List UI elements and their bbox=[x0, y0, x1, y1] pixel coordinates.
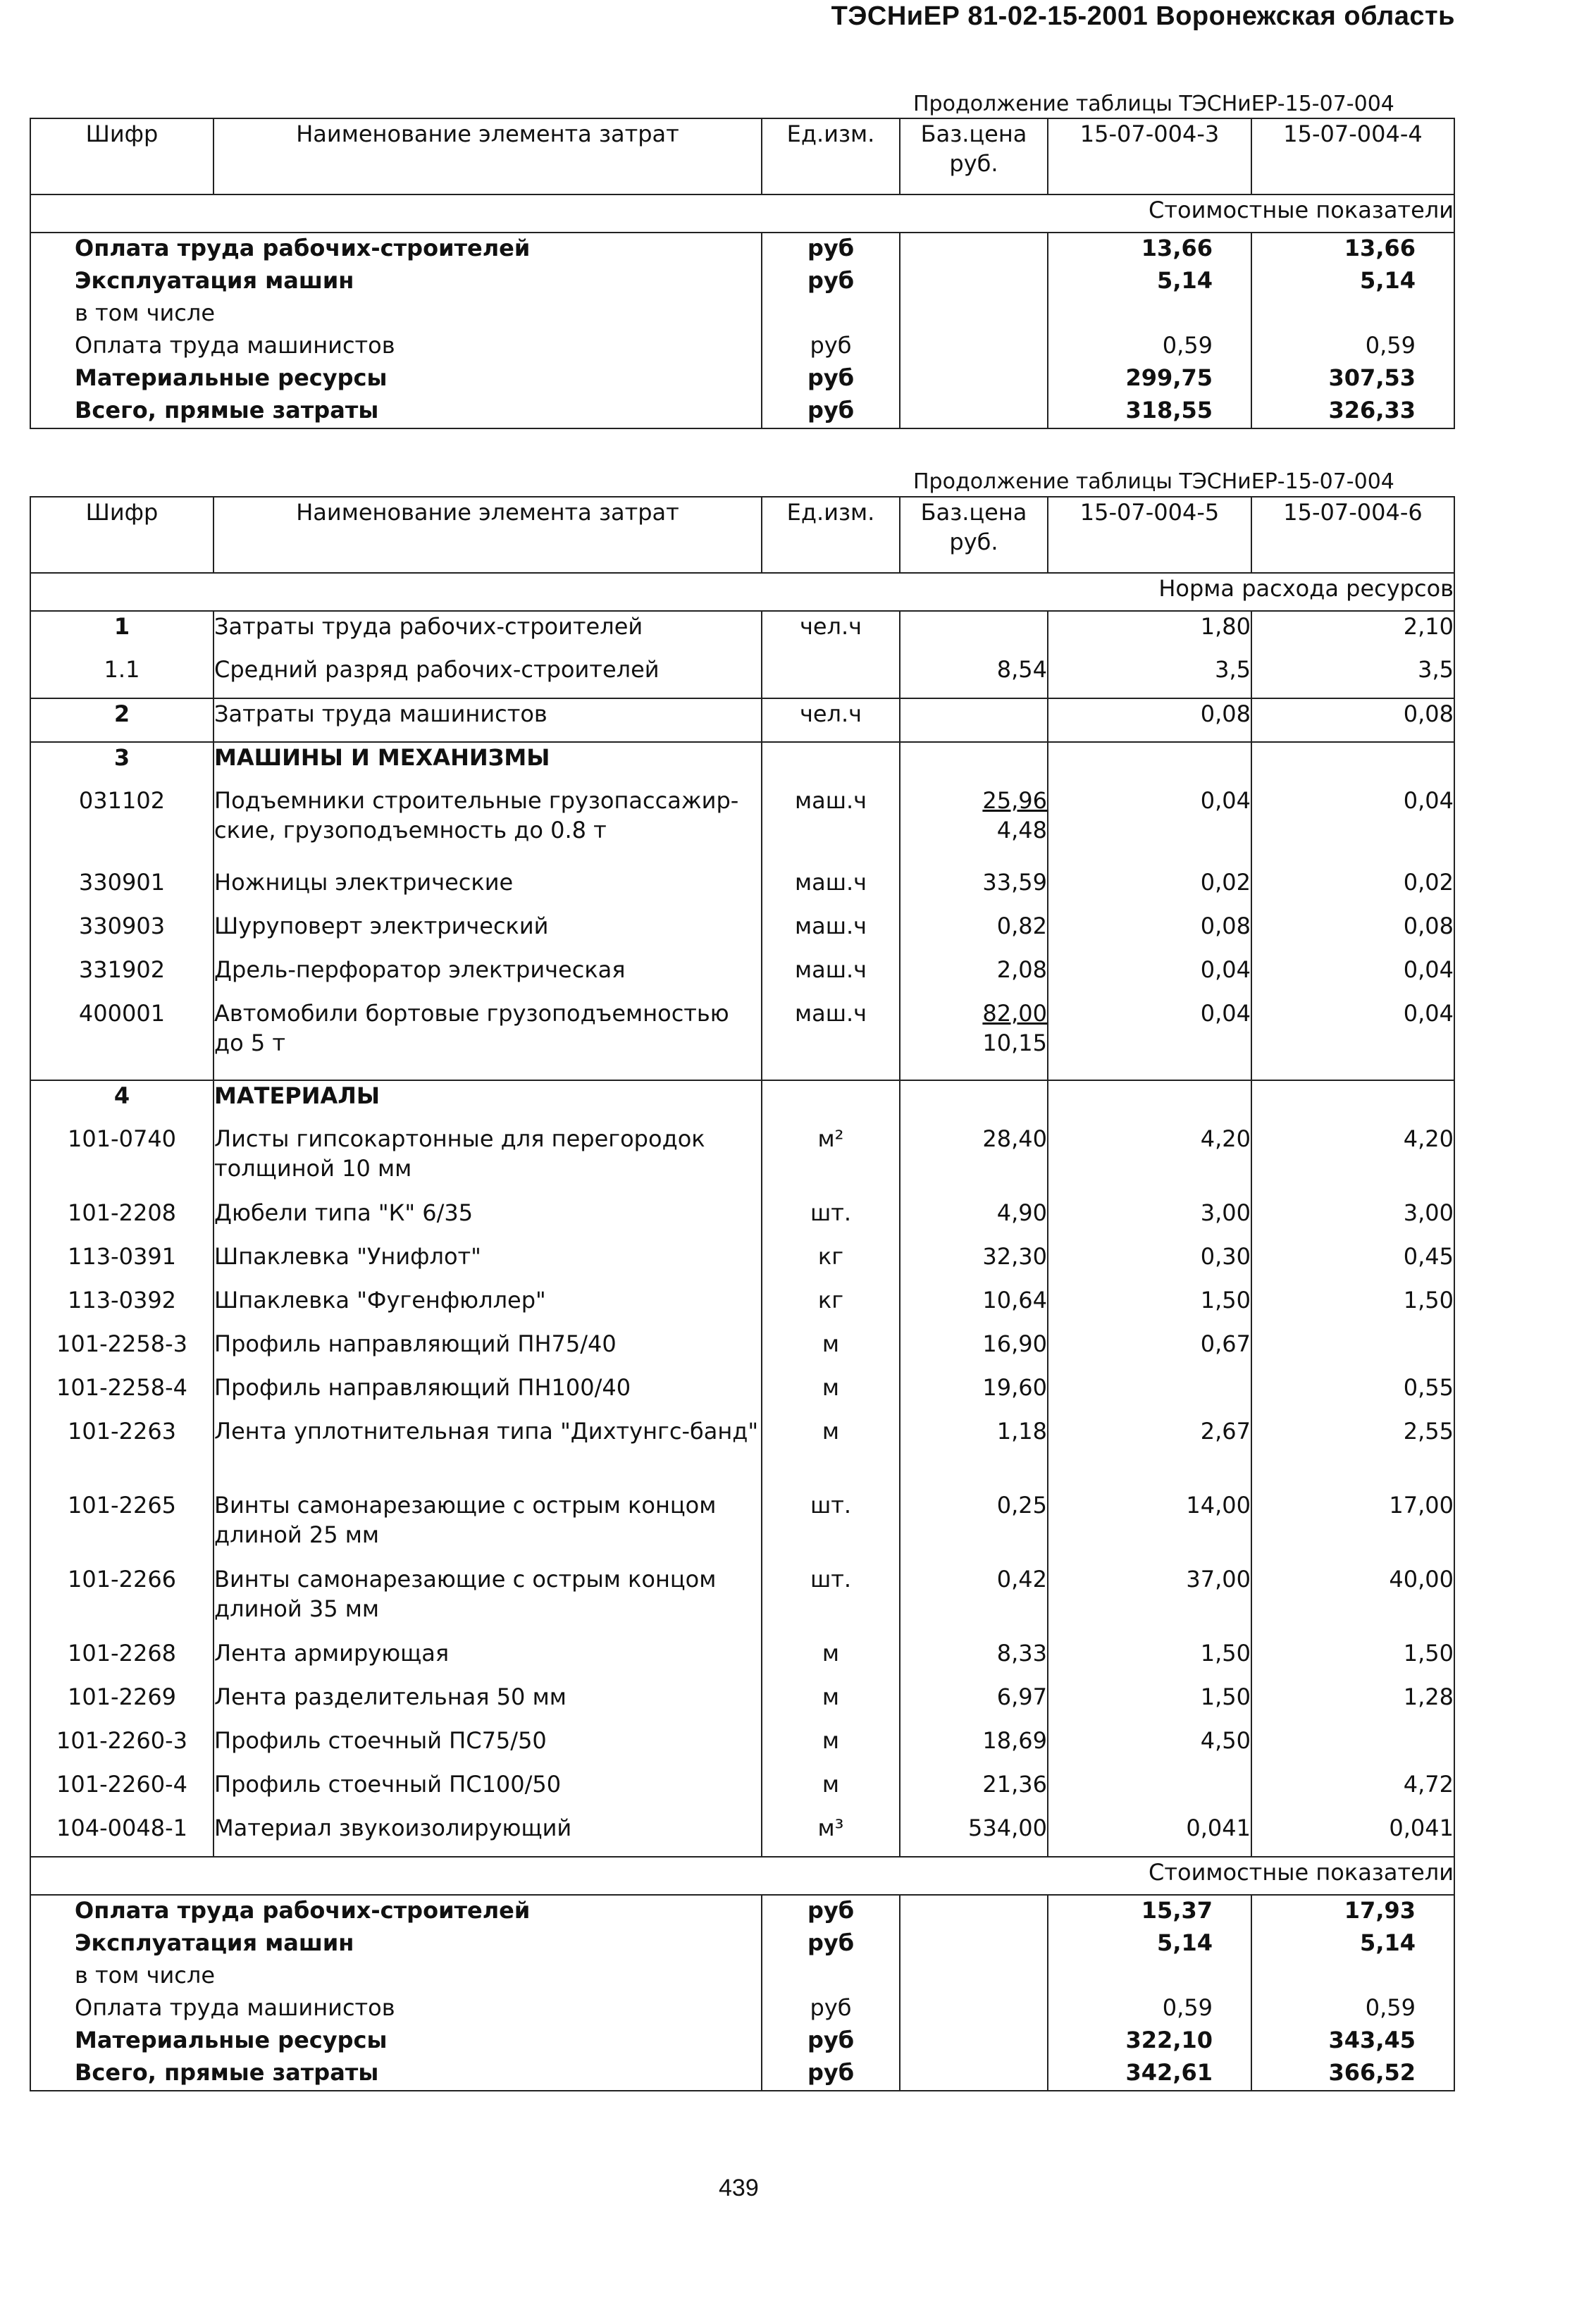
summary-value-1: 0,59 bbox=[1048, 1993, 1251, 2025]
resource-value-1: 0,04 bbox=[1048, 786, 1251, 867]
col-header-unit: Ед.изм. bbox=[762, 118, 900, 194]
resource-row bbox=[30, 1124, 1454, 1198]
resource-code: 101-2258-3 bbox=[56, 1330, 187, 1357]
resource-value-2: 0,04 bbox=[1251, 786, 1454, 867]
resource-value-1: 0,08 bbox=[1048, 698, 1251, 742]
resource-value-1: 0,04 bbox=[1048, 955, 1251, 999]
resource-name: Винты самонарезающие с острым концом длиной 35 мм bbox=[213, 1564, 762, 1638]
resource-unit bbox=[762, 655, 900, 698]
resource-price bbox=[900, 867, 1048, 911]
resource-price-value: 32,30 bbox=[982, 1243, 1047, 1270]
summary-price bbox=[900, 1960, 1048, 1993]
resource-row bbox=[30, 1490, 1454, 1564]
table2-section-cost-row bbox=[30, 1857, 1454, 1895]
col-header-15-07-004-3: 15-07-004-3 bbox=[1048, 118, 1251, 194]
summary-value-2: 13,66 bbox=[1251, 233, 1454, 266]
page-header: ТЭСНиЕР 81-02-15-2001 Воронежская область bbox=[831, 1, 1455, 31]
resource-name: Листы гипсокартонные для перегородок толщиной 10 мм bbox=[213, 1124, 762, 1198]
resource-unit bbox=[762, 1080, 900, 1124]
summary-name: Оплата труда машинистов bbox=[75, 332, 395, 359]
resource-code: 1.1 bbox=[30, 655, 213, 698]
resource-row bbox=[30, 955, 1454, 999]
resource-value-1: 3,5 bbox=[1048, 655, 1251, 698]
summary-row bbox=[30, 298, 1454, 330]
resource-value-1 bbox=[1048, 1080, 1251, 1124]
resource-price-value: 4,90 bbox=[996, 1199, 1047, 1226]
resource-name: Затраты труда машинистов bbox=[213, 698, 762, 742]
resource-price bbox=[900, 1638, 1048, 1682]
resource-unit: чел.ч bbox=[762, 611, 900, 655]
resource-price bbox=[900, 1490, 1048, 1564]
summary-name: Оплата труда рабочих-строителей bbox=[75, 235, 531, 261]
resource-name: Шпаклевка "Унифлот" bbox=[213, 1242, 762, 1285]
table2-summary-body bbox=[30, 1895, 1454, 2091]
summary-row bbox=[30, 1928, 1454, 1960]
resource-value-1: 1,50 bbox=[1048, 1682, 1251, 1726]
summary-unit: руб bbox=[762, 233, 900, 266]
resource-name: Дрель-перфоратор электрическая bbox=[213, 955, 762, 999]
resource-price-value: 534,00 bbox=[968, 1815, 1047, 1841]
summary-row bbox=[30, 233, 1454, 266]
resource-name: МАТЕРИАЛЫ bbox=[213, 1080, 762, 1124]
resource-value-2 bbox=[1251, 1080, 1454, 1124]
resource-row bbox=[30, 1813, 1454, 1857]
resource-value-2: 2,10 bbox=[1251, 611, 1454, 655]
resource-price-machinist: 4,48 bbox=[996, 817, 1047, 843]
resource-unit: м bbox=[762, 1416, 900, 1490]
resource-price bbox=[900, 1080, 1048, 1124]
resource-code: 3 bbox=[113, 744, 130, 771]
summary-value-2: 0,59 bbox=[1251, 1993, 1454, 2025]
resource-price-value: 19,60 bbox=[982, 1374, 1047, 1401]
resource-row bbox=[30, 655, 1454, 698]
summary-unit: руб bbox=[762, 2025, 900, 2058]
resource-unit: маш.ч bbox=[762, 999, 900, 1080]
resource-price bbox=[900, 911, 1048, 955]
table2 bbox=[30, 496, 1455, 2091]
resource-value-2: 0,04 bbox=[1251, 999, 1454, 1080]
resource-code: 4 bbox=[113, 1082, 130, 1109]
resource-code: 2 bbox=[30, 698, 213, 742]
summary-value-1: 318,55 bbox=[1048, 395, 1251, 428]
resource-row bbox=[30, 999, 1454, 1080]
resource-unit: шт. bbox=[762, 1490, 900, 1564]
summary-value-2: 5,14 bbox=[1251, 1928, 1454, 1960]
resource-price bbox=[900, 1564, 1048, 1638]
resource-code: 101-2258-4 bbox=[56, 1374, 187, 1401]
resource-value-1: 14,00 bbox=[1048, 1490, 1251, 1564]
summary-name: Всего, прямые затраты bbox=[75, 2059, 379, 2086]
resource-unit: кг bbox=[762, 1285, 900, 1329]
resource-row bbox=[30, 611, 1454, 655]
resource-value-1: 1,80 bbox=[1048, 611, 1251, 655]
resource-row bbox=[30, 1682, 1454, 1726]
resource-value-2: 1,28 bbox=[1251, 1682, 1454, 1726]
table1-section-row bbox=[30, 194, 1454, 233]
resource-price-value: 2,08 bbox=[996, 956, 1047, 983]
resource-code: 330903 bbox=[78, 913, 166, 939]
resource-value-2: 0,55 bbox=[1251, 1373, 1454, 1416]
resource-value-2: 0,45 bbox=[1251, 1242, 1454, 1285]
resource-price bbox=[900, 786, 1048, 867]
summary-price bbox=[900, 2025, 1048, 2058]
resource-unit: маш.ч bbox=[762, 867, 900, 911]
resource-code: 101-2266 bbox=[67, 1566, 177, 1593]
table2-caption: Продолжение таблицы ТЭСНиЕР-15-07-004 bbox=[913, 469, 1394, 494]
summary-row bbox=[30, 2025, 1454, 2058]
resource-value-2 bbox=[1251, 742, 1454, 786]
col-header-name: Наименование элемента затрат bbox=[213, 118, 762, 194]
resource-code: 400001 bbox=[30, 999, 213, 1080]
resource-name: Автомобили бортовые грузоподъемностью до 5 т bbox=[213, 999, 762, 1080]
resource-price bbox=[900, 1373, 1048, 1416]
resource-price bbox=[900, 1242, 1048, 1285]
resource-name: Профиль стоечный ПС75/50 bbox=[213, 1726, 762, 1769]
resource-value-1: 2,67 bbox=[1048, 1416, 1251, 1490]
summary-value-1: 5,14 bbox=[1048, 266, 1251, 298]
resource-price bbox=[900, 1198, 1048, 1242]
resource-code: 101-2260-4 bbox=[56, 1771, 187, 1798]
resource-unit: маш.ч bbox=[762, 911, 900, 955]
summary-value-2: 366,52 bbox=[1251, 2058, 1454, 2091]
resource-row bbox=[30, 1329, 1454, 1373]
summary-value-2: 0,59 bbox=[1251, 330, 1454, 363]
resource-code: 101-0740 bbox=[67, 1125, 177, 1152]
resource-price bbox=[900, 999, 1048, 1080]
resource-price-value: 0,42 bbox=[996, 1566, 1047, 1593]
summary-row bbox=[30, 1960, 1454, 1993]
resource-row bbox=[30, 1080, 1454, 1124]
summary-value-1: 15,37 bbox=[1048, 1895, 1251, 1928]
summary-name: Оплата труда машинистов bbox=[75, 1994, 395, 2021]
col-header-price bbox=[900, 118, 1048, 194]
resource-price-value: 82,00 bbox=[982, 1000, 1047, 1027]
summary-price bbox=[900, 330, 1048, 363]
resource-code: 031102 bbox=[78, 787, 166, 814]
resource-row bbox=[30, 1285, 1454, 1329]
summary-unit: руб bbox=[762, 395, 900, 428]
summary-name: Материальные ресурсы bbox=[75, 364, 388, 391]
resource-row bbox=[30, 1564, 1454, 1638]
resource-row bbox=[30, 1242, 1454, 1285]
resource-code: 330901 bbox=[78, 869, 166, 896]
resource-unit: м bbox=[762, 1373, 900, 1416]
resource-value-2 bbox=[1251, 1726, 1454, 1769]
resource-price bbox=[900, 1682, 1048, 1726]
resource-value-1: 37,00 bbox=[1048, 1564, 1251, 1638]
table2-resource-body bbox=[30, 611, 1454, 1857]
resource-price-value: 18,69 bbox=[982, 1727, 1047, 1754]
table1-summary-body bbox=[30, 233, 1454, 428]
summary-name: Материальные ресурсы bbox=[75, 2027, 388, 2053]
resource-price bbox=[900, 1124, 1048, 1198]
resource-price-value: 1,18 bbox=[996, 1418, 1047, 1445]
col-header-price bbox=[900, 497, 1048, 573]
resource-value-2: 4,20 bbox=[1251, 1124, 1454, 1198]
summary-value-2: 326,33 bbox=[1251, 395, 1454, 428]
summary-row bbox=[30, 266, 1454, 298]
resource-value-2: 3,00 bbox=[1251, 1198, 1454, 1242]
resource-price bbox=[900, 1285, 1048, 1329]
resource-name: Средний разряд рабочих-строителей bbox=[213, 655, 762, 698]
resource-price bbox=[900, 742, 1048, 786]
summary-row bbox=[30, 1993, 1454, 2025]
resource-price bbox=[900, 1416, 1048, 1490]
summary-unit: руб bbox=[762, 1928, 900, 1960]
col-header-name: Наименование элемента затрат bbox=[213, 497, 762, 573]
col-header-unit: Ед.изм. bbox=[762, 497, 900, 573]
resource-row bbox=[30, 698, 1454, 742]
summary-value-1 bbox=[1048, 1960, 1251, 1993]
col-header-code: Шифр bbox=[30, 497, 213, 573]
resource-price-value: 33,59 bbox=[982, 869, 1047, 896]
resource-name: Профиль направляющий ПН100/40 bbox=[213, 1373, 762, 1416]
resource-value-1: 0,04 bbox=[1048, 999, 1251, 1080]
summary-row bbox=[30, 330, 1454, 363]
resource-value-2 bbox=[1251, 1329, 1454, 1373]
resource-value-2: 1,50 bbox=[1251, 1638, 1454, 1682]
col-header-code: Шифр bbox=[30, 118, 213, 194]
table2-section-norm-row bbox=[30, 573, 1454, 611]
section-title-cost: Стоимостные показатели bbox=[30, 194, 1454, 233]
resource-row bbox=[30, 1769, 1454, 1813]
col-header-price-line1: Баз.цена bbox=[920, 499, 1027, 526]
resource-unit: м bbox=[762, 1638, 900, 1682]
summary-price bbox=[900, 266, 1048, 298]
resource-price-value: 28,40 bbox=[982, 1125, 1047, 1152]
table1-caption: Продолжение таблицы ТЭСНиЕР-15-07-004 bbox=[913, 92, 1394, 116]
resource-code: 104-0048-1 bbox=[30, 1813, 213, 1857]
summary-value-2 bbox=[1251, 298, 1454, 330]
resource-row bbox=[30, 1726, 1454, 1769]
resource-unit: маш.ч bbox=[762, 955, 900, 999]
resource-name: Винты самонарезающие с острым концом длиной 25 мм bbox=[213, 1490, 762, 1564]
resource-price-value: 6,97 bbox=[996, 1683, 1047, 1710]
resource-price-value: 8,54 bbox=[996, 656, 1047, 683]
summary-unit: руб bbox=[762, 266, 900, 298]
resource-value-2: 3,5 bbox=[1251, 655, 1454, 698]
resource-price bbox=[900, 611, 1048, 655]
resource-price bbox=[900, 1726, 1048, 1769]
resource-row bbox=[30, 1638, 1454, 1682]
summary-name: в том числе bbox=[75, 1962, 215, 1989]
resource-row bbox=[30, 1416, 1454, 1490]
summary-name: в том числе bbox=[75, 299, 215, 326]
resource-name: Лента разделительная 50 мм bbox=[213, 1682, 762, 1726]
table1 bbox=[30, 118, 1455, 429]
resource-row bbox=[30, 1373, 1454, 1416]
table2-header-row bbox=[30, 497, 1454, 573]
resource-value-2: 0,08 bbox=[1251, 911, 1454, 955]
col-header-price-line2: руб. bbox=[949, 150, 998, 177]
summary-unit: руб bbox=[762, 363, 900, 395]
resource-unit: м² bbox=[762, 1124, 900, 1198]
table1-header-row bbox=[30, 118, 1454, 194]
summary-unit bbox=[762, 1960, 900, 1993]
summary-price bbox=[900, 363, 1048, 395]
resource-row bbox=[30, 867, 1454, 911]
resource-unit bbox=[762, 742, 900, 786]
resource-value-1 bbox=[1048, 742, 1251, 786]
resource-unit: маш.ч bbox=[762, 786, 900, 867]
section-title-norm: Норма расхода ресурсов bbox=[30, 573, 1454, 611]
resource-value-1 bbox=[1048, 1769, 1251, 1813]
resource-price-value: 25,96 bbox=[982, 787, 1047, 814]
resource-code: 101-2268 bbox=[67, 1640, 177, 1667]
resource-unit: м bbox=[762, 1726, 900, 1769]
resource-price bbox=[900, 1769, 1048, 1813]
resource-unit: чел.ч bbox=[762, 698, 900, 742]
summary-name: Оплата труда рабочих-строителей bbox=[75, 1897, 531, 1924]
resource-price bbox=[900, 1329, 1048, 1373]
resource-price-value: 16,90 bbox=[982, 1330, 1047, 1357]
summary-value-1: 342,61 bbox=[1048, 2058, 1251, 2091]
summary-value-2: 307,53 bbox=[1251, 363, 1454, 395]
resource-value-1: 1,50 bbox=[1048, 1285, 1251, 1329]
resource-name: Подъемники строительные грузопассажир-ские, грузоподъемность до 0.8 т bbox=[213, 786, 762, 867]
resource-value-1: 0,041 bbox=[1048, 1813, 1251, 1857]
summary-value-1: 13,66 bbox=[1048, 233, 1251, 266]
resource-value-1: 0,08 bbox=[1048, 911, 1251, 955]
resource-value-2: 0,04 bbox=[1251, 955, 1454, 999]
summary-price bbox=[900, 2058, 1048, 2091]
summary-value-2: 343,45 bbox=[1251, 2025, 1454, 2058]
resource-name: Профиль стоечный ПС100/50 bbox=[213, 1769, 762, 1813]
resource-name: Профиль направляющий ПН75/40 bbox=[213, 1329, 762, 1373]
resource-code: 1 bbox=[113, 613, 130, 640]
resource-name: Шпаклевка "Фугенфюллер" bbox=[213, 1285, 762, 1329]
resource-unit: шт. bbox=[762, 1198, 900, 1242]
resource-name: МАШИНЫ И МЕХАНИЗМЫ bbox=[213, 742, 762, 786]
col-header-price-line2: руб. bbox=[949, 529, 998, 555]
summary-unit: руб bbox=[762, 330, 900, 363]
resource-name: Дюбели типа "К" 6/35 bbox=[213, 1198, 762, 1242]
summary-name: Эксплуатация машин bbox=[75, 267, 354, 294]
summary-value-1: 322,10 bbox=[1048, 2025, 1251, 2058]
resource-unit: шт. bbox=[762, 1564, 900, 1638]
summary-value-2 bbox=[1251, 1960, 1454, 1993]
summary-row bbox=[30, 1895, 1454, 1928]
resource-row bbox=[30, 742, 1454, 786]
resource-price-value: 0,82 bbox=[996, 913, 1047, 939]
resource-value-2: 17,00 bbox=[1251, 1490, 1454, 1564]
resource-row bbox=[30, 1198, 1454, 1242]
resource-code: 101-2263 bbox=[67, 1418, 177, 1445]
resource-price-value: 21,36 bbox=[982, 1771, 1047, 1798]
resource-price bbox=[900, 698, 1048, 742]
summary-value-1 bbox=[1048, 298, 1251, 330]
resource-code: 101-2260-3 bbox=[56, 1727, 187, 1754]
resource-unit: кг bbox=[762, 1242, 900, 1285]
summary-price bbox=[900, 395, 1048, 428]
resource-price-value: 0,25 bbox=[996, 1492, 1047, 1519]
summary-unit bbox=[762, 298, 900, 330]
summary-unit: руб bbox=[762, 1993, 900, 2025]
resource-code: 331902 bbox=[78, 956, 166, 983]
resource-value-1: 0,02 bbox=[1048, 867, 1251, 911]
resource-unit: м³ bbox=[762, 1813, 900, 1857]
col-header-15-07-004-5: 15-07-004-5 bbox=[1048, 497, 1251, 573]
page-number: 439 bbox=[719, 2175, 759, 2201]
summary-row bbox=[30, 2058, 1454, 2091]
resource-unit: м bbox=[762, 1682, 900, 1726]
resource-name: Материал звукоизолирующий bbox=[213, 1813, 762, 1857]
resource-code: 113-0392 bbox=[67, 1287, 177, 1314]
col-header-15-07-004-6: 15-07-004-6 bbox=[1251, 497, 1454, 573]
resource-value-2: 4,72 bbox=[1251, 1769, 1454, 1813]
resource-code: 101-2269 bbox=[67, 1683, 177, 1710]
resource-value-1: 3,00 bbox=[1048, 1198, 1251, 1242]
resource-value-1: 4,50 bbox=[1048, 1726, 1251, 1769]
resource-value-1: 1,50 bbox=[1048, 1638, 1251, 1682]
resource-code: 101-2208 bbox=[67, 1199, 177, 1226]
resource-value-1: 0,67 bbox=[1048, 1329, 1251, 1373]
resource-value-2: 0,08 bbox=[1251, 698, 1454, 742]
resource-row bbox=[30, 911, 1454, 955]
summary-price bbox=[900, 1928, 1048, 1960]
summary-row bbox=[30, 395, 1454, 428]
resource-value-2: 0,041 bbox=[1251, 1813, 1454, 1857]
resource-name: Лента уплотнительная типа "Дихтунгс-банд" bbox=[213, 1416, 762, 1490]
resource-name: Лента армирующая bbox=[213, 1638, 762, 1682]
resource-unit: м bbox=[762, 1329, 900, 1373]
summary-price bbox=[900, 298, 1048, 330]
resource-price bbox=[900, 1813, 1048, 1857]
resource-price-value: 10,64 bbox=[982, 1287, 1047, 1314]
summary-unit: руб bbox=[762, 2058, 900, 2091]
summary-name: Эксплуатация машин bbox=[75, 1929, 354, 1956]
summary-unit: руб bbox=[762, 1895, 900, 1928]
summary-value-1: 299,75 bbox=[1048, 363, 1251, 395]
resource-unit: м bbox=[762, 1769, 900, 1813]
resource-value-2: 2,55 bbox=[1251, 1416, 1454, 1490]
resource-price-machinist: 10,15 bbox=[982, 1030, 1047, 1056]
summary-value-2: 17,93 bbox=[1251, 1895, 1454, 1928]
resource-row bbox=[30, 786, 1454, 867]
summary-price bbox=[900, 233, 1048, 266]
resource-price bbox=[900, 955, 1048, 999]
resource-price bbox=[900, 655, 1048, 698]
resource-value-2: 40,00 bbox=[1251, 1564, 1454, 1638]
resource-name: Шуруповерт электрический bbox=[213, 911, 762, 955]
resource-code: 101-2265 bbox=[67, 1492, 177, 1519]
resource-value-2: 0,02 bbox=[1251, 867, 1454, 911]
resource-name: Затраты труда рабочих-строителей bbox=[213, 611, 762, 655]
resource-name: Ножницы электрические bbox=[213, 867, 762, 911]
resource-value-1: 4,20 bbox=[1048, 1124, 1251, 1198]
col-header-price-line1: Баз.цена bbox=[920, 120, 1027, 147]
summary-value-1: 0,59 bbox=[1048, 330, 1251, 363]
resource-price-value: 8,33 bbox=[996, 1640, 1047, 1667]
col-header-15-07-004-4: 15-07-004-4 bbox=[1251, 118, 1454, 194]
resource-value-1: 0,30 bbox=[1048, 1242, 1251, 1285]
summary-price bbox=[900, 1895, 1048, 1928]
summary-name: Всего, прямые затраты bbox=[75, 397, 379, 424]
resource-value-1 bbox=[1048, 1373, 1251, 1416]
resource-value-2: 1,50 bbox=[1251, 1285, 1454, 1329]
resource-code: 113-0391 bbox=[67, 1243, 177, 1270]
summary-price bbox=[900, 1993, 1048, 2025]
summary-row bbox=[30, 363, 1454, 395]
summary-value-2: 5,14 bbox=[1251, 266, 1454, 298]
summary-value-1: 5,14 bbox=[1048, 1928, 1251, 1960]
section-title-cost: Стоимостные показатели bbox=[30, 1857, 1454, 1895]
